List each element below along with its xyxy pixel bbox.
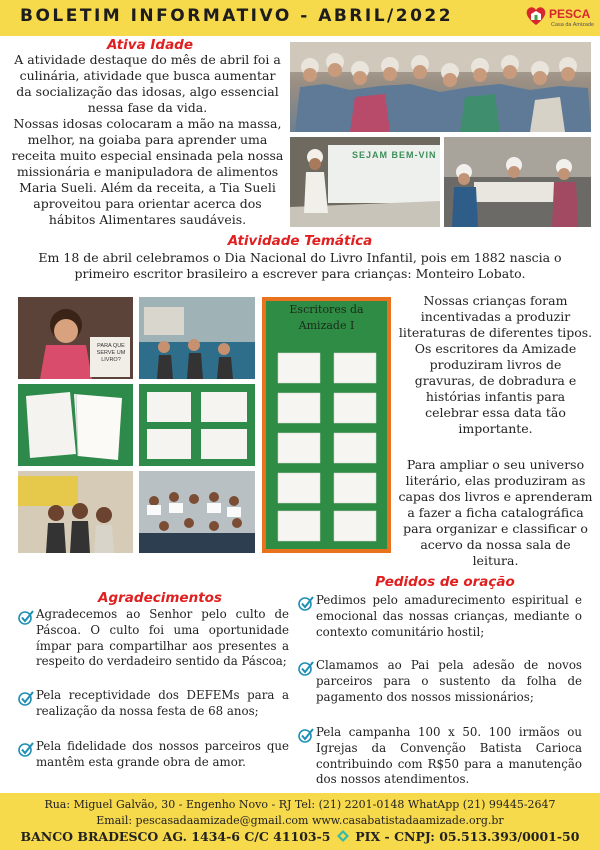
agradecimentos-title: Agradecimentos [98,590,222,606]
kitchen-activity-photo [444,137,591,227]
pesca-logo-icon [524,4,548,26]
pedido-item: Clamamos ao Pai pela adesão de novos parceiros para o sustento da folha de pagamento dos nossos missionários; [316,658,582,704]
atividade-tematica-title: Atividade Temática [227,233,373,249]
whiteboard-text: SEJAM BEM-VIN [352,150,437,160]
elderly-group-photo [290,42,591,132]
pix-icon [337,830,349,842]
child-with-sign-photo [18,297,133,379]
agradecimento-item: Pela receptividade dos DEFEMs para a realização da nossa festa de 68 anos; [36,688,289,718]
writers-board-photo [262,297,391,553]
ativa-idade-paragraph-2: Nossas idosas colocaram a mão na massa, melhor, na goiaba para aprender uma receita muito especial ensinada pela nossa missionária e manipuladora de alimentos Maria Sueli. Além da receita, a Tia Sueli aproveitou para orientar acerca dos hábitos Alimentares saudáveis. [11,116,284,227]
ativa-idade-title: Ativa Idade [106,37,194,53]
footer-address: Rua: Miguel Galvão, 30 - Engenho Novo - RJ Tel: (21) 2201-0148 WhatApp (21) 99445-2647 [44,798,556,811]
pedido-item: Pela campanha 100 x 50. 100 irmãos ou Igrejas da Convenção Batista Carioca contribuindo com R$50 para a manutenção dos nossos atendimentos. [316,725,582,787]
book-cards-photo [139,384,255,466]
footer-contact: Email: pescasadaamizade@gmail.com www.casabatistadaamizade.org.br [96,814,504,827]
board-title-line-2: Amizade I [298,319,355,332]
ativa-idade-paragraph-1: A atividade destaque do mês de abril foi a culinária, atividade que busca aumentar da socialização das idosas, algo essencial nessa fase da vida. [14,52,281,115]
check-icon [18,741,34,757]
newsletter-title: BOLETIM INFORMATIVO - ABRIL/2022 [20,6,454,26]
agradecimento-item: Agradecemos ao Senhor pelo culto de Páscoa. O culto foi uma oportunidade ímpar para compartilhar aos presentes a respeito do verdadeiro sentido da Páscoa; [36,607,289,669]
board-title-line-1: Escritores da [289,303,364,316]
folded-books-photo [18,384,133,466]
check-icon [18,609,34,625]
logo-subtitle: Casa da Amizade [551,22,595,28]
pedido-item: Pedimos pelo amadurecimento espiritual e emocional das nossas crianças, mediante o contexto comunitário hostil; [316,593,582,639]
footer-bank-line [0,829,600,844]
pix-info: PIX - CNPJ: 05.513.393/0001-50 [355,829,580,844]
pedidos-title: Pedidos de oração [375,574,515,590]
check-icon [298,595,314,611]
sign-text: PARA QUE SERVE UM LIVRO? [96,343,126,363]
tematica-side-paragraph-1: Nossas crianças foram incentivadas a produzir literaturas de diferentes tipos. Os escritores da Amizade produziram livros de gravuras, de dobradura e histórias infantis para celebrar essa data tão importante. [398,293,593,436]
check-icon [298,660,314,676]
group-with-books-photo [139,471,255,553]
logo-name: PESCA [549,7,591,21]
atividade-tematica-intro: Em 18 de abril celebramos o Dia Nacional do Livro Infantil, pois em 1882 nascia o primeiro escritor brasileiro a escrever para crianças: Monteiro Lobato. [38,250,562,281]
check-icon [298,727,314,743]
agradecimento-item: Pela fidelidade dos nossos parceiros que mantêm esta grande obra de amor. [36,739,289,769]
bank-info: BANCO BRADESCO AG. 1434-6 C/C 41103-5 [20,829,331,844]
cooking-class-photo [290,137,440,227]
classroom-photo [139,297,255,379]
children-posing-photo [18,471,133,553]
check-icon [18,690,34,706]
tematica-side-paragraph-2: Para ampliar o seu universo literário, elas produziram as capas dos livros e aprenderam a fazer a ficha catalográfica para organizar e classificar o acervo da nossa sala de leitura. [398,457,593,568]
